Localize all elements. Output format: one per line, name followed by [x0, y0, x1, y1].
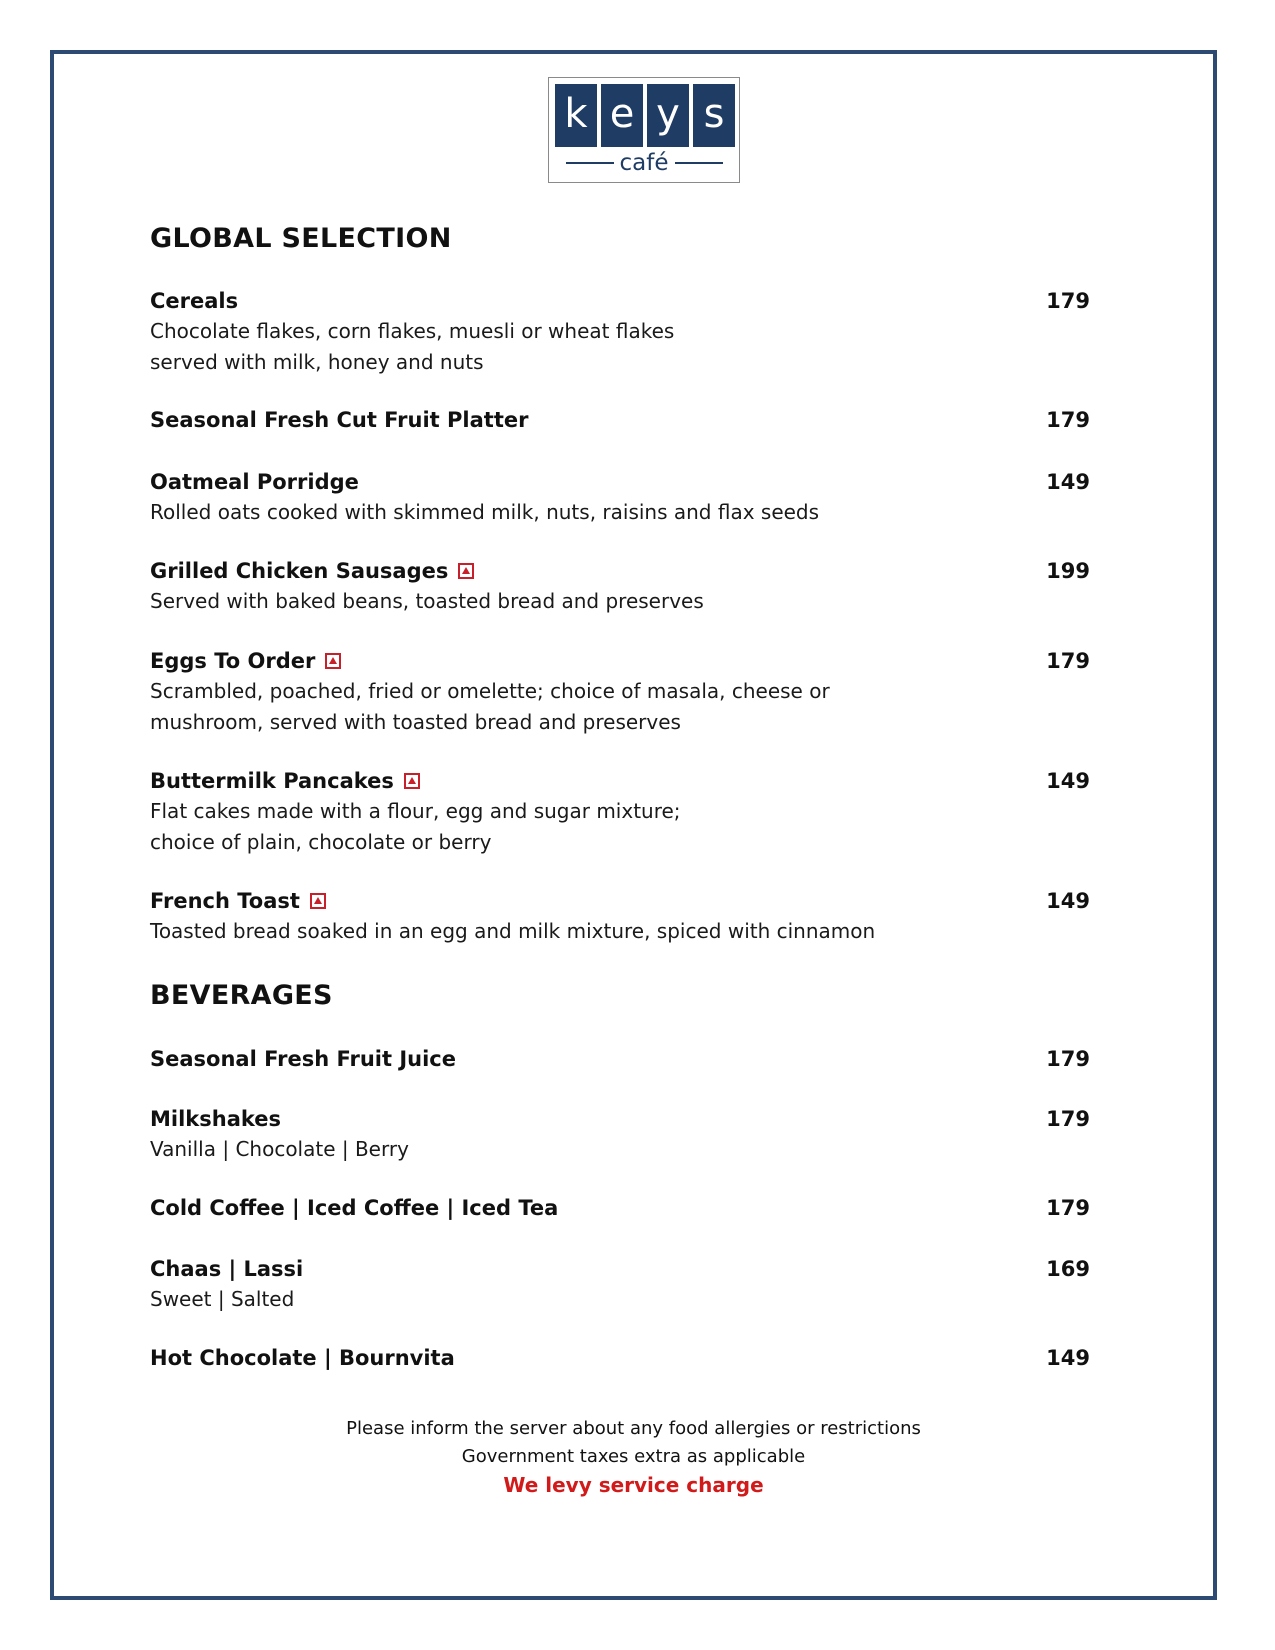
item-name: Oatmeal Porridge	[150, 470, 359, 494]
item-price: 179	[1046, 1196, 1090, 1220]
item-price: 179	[1046, 289, 1090, 313]
menu-item	[150, 286, 1090, 378]
item-name-row	[150, 886, 326, 916]
item-price: 169	[1046, 1257, 1090, 1281]
item-description: Served with baked beans, toasted bread and preserves	[150, 589, 704, 613]
nonveg-indicator-icon	[404, 773, 420, 789]
item-price: 149	[1046, 470, 1090, 494]
item-price: 149	[1046, 889, 1090, 913]
logo-rule-right	[675, 162, 723, 164]
item-price: 199	[1046, 559, 1090, 583]
item-price: 179	[1046, 649, 1090, 673]
footer-tax-note: Government taxes extra as applicable	[461, 1446, 806, 1467]
menu-item	[150, 1193, 1090, 1223]
item-description: Rolled oats cooked with skimmed milk, nuts, raisins and flax seeds	[150, 500, 820, 524]
item-name-row	[150, 556, 474, 586]
item-name: Hot Chocolate | Bournvita	[150, 1346, 455, 1370]
item-name: Cereals	[150, 289, 239, 313]
menu-item	[150, 766, 1090, 858]
menu-item	[150, 1044, 1090, 1074]
logo-letter-k: k	[555, 84, 597, 147]
menu-item	[150, 1254, 1090, 1315]
item-name: Seasonal Fresh Cut Fruit Platter	[150, 408, 529, 432]
logo-letters	[555, 84, 735, 147]
item-name: Cold Coffee | Iced Coffee | Iced Tea	[150, 1196, 559, 1220]
item-name: French Toast	[150, 889, 300, 913]
item-price: 179	[1046, 1107, 1090, 1131]
item-description: Toasted bread soaked in an egg and milk mixture, spiced with cinnamon	[150, 919, 876, 943]
item-description: Flat cakes made with a flour, egg and sugar mixture; choice of plain, chocolate or berry	[150, 799, 681, 854]
section-title-global-selection: GLOBAL SELECTION	[150, 223, 452, 254]
section-title-beverages: BEVERAGES	[150, 980, 333, 1011]
footer-note	[50, 1415, 1217, 1499]
item-price: 179	[1046, 408, 1090, 432]
item-price: 179	[1046, 1047, 1090, 1071]
logo-letter-s: s	[693, 84, 735, 147]
menu-item	[150, 467, 1090, 528]
item-name: Eggs To Order	[150, 649, 316, 673]
item-name: Buttermilk Pancakes	[150, 769, 394, 793]
nonveg-indicator-icon	[458, 563, 474, 579]
item-price: 149	[1046, 1346, 1090, 1370]
menu-item	[150, 886, 1090, 947]
item-name: Chaas | Lassi	[150, 1257, 304, 1281]
logo-letter-y: y	[647, 84, 689, 147]
item-description: Chocolate flakes, corn flakes, muesli or wheat flakes served with milk, honey and nuts	[150, 319, 675, 374]
item-name-row	[150, 766, 420, 796]
footer-service-charge: We levy service charge	[503, 1473, 764, 1497]
menu-item	[150, 1343, 1090, 1373]
menu-item	[150, 1104, 1090, 1165]
item-name: Milkshakes	[150, 1107, 282, 1131]
item-name-row	[150, 646, 341, 676]
item-price: 149	[1046, 769, 1090, 793]
logo-rule-left	[566, 162, 614, 164]
logo-letter-e: e	[601, 84, 643, 147]
item-name: Seasonal Fresh Fruit Juice	[150, 1047, 456, 1071]
logo-subtitle: café	[619, 150, 669, 176]
nonveg-indicator-icon	[325, 653, 341, 669]
menu-item	[150, 646, 1090, 738]
item-name: Grilled Chicken Sausages	[150, 559, 449, 583]
menu-item	[150, 405, 1090, 435]
item-description: Scrambled, poached, fried or omelette; choice of masala, cheese or mushroom, served with toasted bread and preserves	[150, 679, 830, 734]
nonveg-indicator-icon	[310, 893, 326, 909]
logo-subtitle-row	[549, 150, 739, 176]
footer-allergy-note: Please inform the server about any food allergies or restrictions	[346, 1418, 921, 1439]
keys-cafe-logo	[548, 77, 740, 183]
menu-item	[150, 556, 1090, 617]
item-description: Sweet | Salted	[150, 1287, 295, 1311]
item-description: Vanilla | Chocolate | Berry	[150, 1137, 409, 1161]
